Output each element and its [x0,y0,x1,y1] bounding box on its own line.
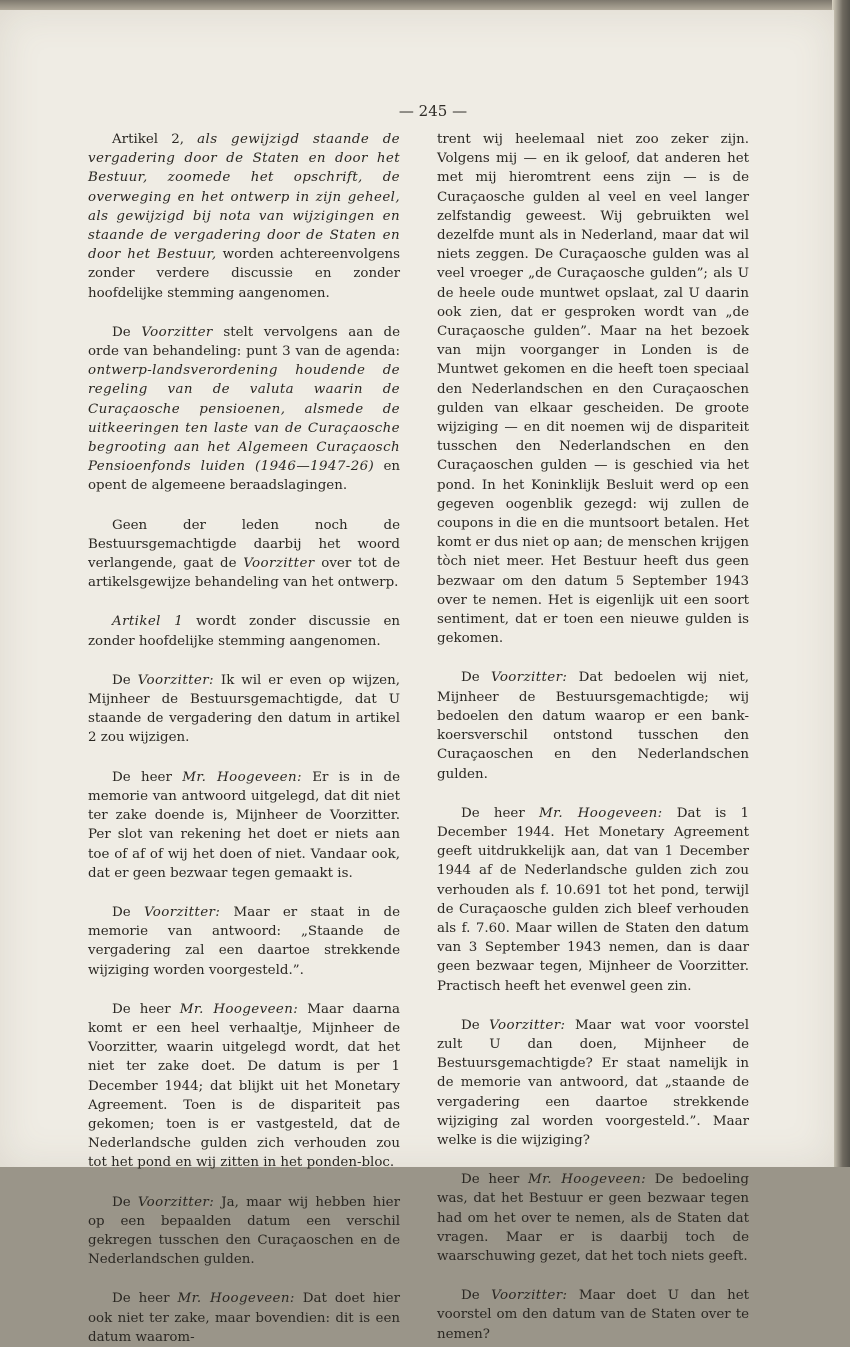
text-run: De [112,324,142,340]
text-run: Maar daarna komt er een heel verhaaltje, Mijnheer de Voorzitter, waarin uitgelegd wordt, dat het niet ter zake doet. De datum is per 1 December 1944; dat blijkt uit het Monetary Agreement. Toen is de dispariteit pas gekomen; toen is er vastgesteld, dat de Nederlandsche gulden zich verhouden zou tot het pond en wij zitten in het ponden-bloc. [88,1001,401,1171]
paragraph [88,903,400,980]
text-run: De heer [112,1291,178,1307]
italic-run: als gewijzigd staande de vergadering door de Staten en door het Bestuur, zoomede het opschrift, de overweging en het ontwerp in zijn geheel, als gewijzigd bij nota van wijzigingen en staande de vergadering door de Staten en door het Bestuur, [88,132,400,263]
paragraph [437,1170,749,1266]
text-run: De heer [461,1172,528,1188]
scan-edge-right [832,0,850,1167]
italic-run: Mr. Hoogeveen: [538,805,663,821]
paragraph [437,668,749,783]
document-page [0,10,834,1345]
text-run: Er is in de memorie van antwoord uitgelegd, dat dit niet ter zake doende is, Mijnheer de Voorzitter. Per slot van rekening het doet er niets aan toe of af of wij het doen of niet. Vandaar ook, dat er geen bezwaar tegen gemaakt is. [88,769,400,881]
left-column [88,130,400,1347]
italic-run: Mr. Hoogeveen: [177,1291,295,1307]
text-run: Dat bedoelen wij niet, Mijnheer de Bestuursgemachtigde; wij bedoelen den datum waarop er een bank-koersverschil ontstond tusschen den Curaçaoschen en den Nederlandschen gulden. [437,670,749,782]
paragraph [88,130,400,303]
paragraph [437,130,749,648]
text-run: wordt zonder discussie en zonder hoofdelijke stemming aangenomen. [88,614,400,649]
paragraph [88,1000,400,1173]
text-run: Dat doet hier ook niet ter zake, maar bovendien: dit is een datum waarom- [88,1291,400,1345]
italic-run: Voorzitter: [489,1017,566,1033]
text-run: worden achtereenvolgens zonder verdere discussie en zonder hoofdelijke stemming aangenomen. [88,247,401,301]
text-run: Artikel 2, [112,132,198,147]
italic-run: Voorzitter: [137,1194,215,1210]
text-run: De [112,1194,138,1210]
italic-run: ontwerp-landsverordening houdende de regeling van de valuta waarin de Curaçaosche pensioenen, alsmede de uitkeeringen ten laste van de Curaçaosche begrooting aan het Algemeen Curaçaosch Pensioenfonds luiden (1946—1947-26) [88,363,400,475]
text-run: De heer [112,769,183,785]
text-run: Dat is 1 December 1944. Het Monetary Agreement geeft uitdrukkelijk aan, dat van 1 December 1944 af de Nederlandsche gulden zich zou verhouden als f. 10.691 tot het pond, terwijl de Curaçaosche gulden zich bleef verhouden als f. 7.60. Maar willen de Staten den datum van 3 September 1943 nemen, dan is daar geen bezwaar tegen, Mijnheer de Voorzitter. Practisch heeft het evenwel geen zin. [437,805,749,994]
text-run: De [461,670,491,686]
paragraph [88,1289,400,1347]
italic-run: Voorzitter: [491,1288,568,1304]
text-run: Maar doet U dan het voorstel om den datum van de Staten over te nemen? [437,1288,750,1342]
page-number: — 245 — [398,102,468,120]
italic-run: Voorzitter: [491,670,568,686]
paragraph [437,1286,749,1344]
text-run: De [461,1017,490,1033]
text-run: De heer [112,1001,180,1017]
paragraph [88,671,400,748]
paragraph [88,612,400,650]
right-column [437,130,749,1344]
text-run: over tot de artikelsgewijze behandeling van het ontwerp. [88,556,400,591]
text-run: De bedoeling was, dat het Bestuur er geen bezwaar tegen had om het over te nemen, als de Staten dat vragen. Maar er is daarbij toch de waarschuwing gezet, dat het toch niets geeft. [437,1172,749,1264]
paragraph [88,516,400,593]
text-run: Maar er staat in de memorie van antwoord: „Staande de vergadering zal een daartoe strekkende wijziging worden voorgesteld.”. [88,904,400,978]
italic-run: Voorzitter: [137,672,214,688]
text-run: Maar wat voor voorstel zult U dan doen, Mijnheer de Bestuursgemachtigde? Er staat namelijk in de memorie van antwoord, dat „staande de vergadering een daartoe strekkende wijziging zal worden voorgesteld.”. Maar welke is die wijziging? [437,1017,749,1148]
paragraph [88,768,400,883]
paragraph [88,1193,400,1270]
text-run: stelt vervolgens aan de orde van behandeling: punt 3 van de agenda: [88,324,400,360]
italic-run: Voorzitter [141,324,213,340]
text-run: De [112,904,144,920]
paragraph [88,323,400,496]
text-run: Geen der leden noch de Bestuursgemachtigde daarbij het woord verlangende, gaat de [88,517,400,572]
text-run: De [112,672,138,688]
italic-run: Mr. Hoogeveen: [179,1001,299,1017]
italic-run: Mr. Hoogeveen: [527,1172,647,1188]
italic-run: Mr. Hoogeveen: [182,769,302,785]
text-run: De [461,1288,492,1304]
text-run: en opent de algemeene beraadslagingen. [88,459,400,494]
italic-run: Artikel 1 [112,614,184,630]
italic-run: Voorzitter: [143,904,221,920]
italic-run: Voorzitter [243,556,315,572]
text-run: Ja, maar wij hebben hier op een bepaalden datum een verschil gekregen tusschen den Curaçaoschen en de Nederlandschen gulden. [88,1194,400,1268]
text-run: De heer [461,805,539,821]
paragraph [437,804,749,996]
text-run: Ik wil er even op wijzen, Mijnheer de Bestuursgemachtigde, dat U staande de vergadering den datum in artikel 2 zou wijzigen. [88,672,400,746]
text-run: trent wij heelemaal niet zoo zeker zijn. Volgens mij — en ik geloof, dat anderen het met mij hieromtrent eens zijn — is de Curaçaosche gulden al veel en veel langer zelfstandig geweest. Wij gebruikten wel dezelfde munt als in Nederland, maar dat wil niets zeggen. De Curaçaosche gulden was al veel vroeger „de Curaçaosche gulden”; als U de heele oude muntwet opslaat, zal U daarin ook zien, dat er gesproken wordt van „de Curaçaosche gulden”. Maar na het bezoek van mijn voorganger in Londen is de Muntwet gekomen en die heeft toen speciaal den Nederlandschen en den Curaçaoschen gulden van elkaar gescheiden. De groote wijziging — en dit noemen wij de dispariteit tusschen den Nederlandschen en den Curaçaoschen gulden — is geschied via het pond. In het Koninklijk Besluit werd op een gegeven oogenblik gezegd: wij zullen de coupons in die en die muntsoort betalen. Het komt er dus niet op aan; de menschen krijgen tòch niet meer. Het Bestuur heeft dus geen bezwaar om den datum 5 September 1943 over te nemen. Het is eigenlijk uit een soort sentiment, dat er toen een nieuwe gulden is gekomen. [437,132,750,647]
paragraph [437,1016,749,1150]
